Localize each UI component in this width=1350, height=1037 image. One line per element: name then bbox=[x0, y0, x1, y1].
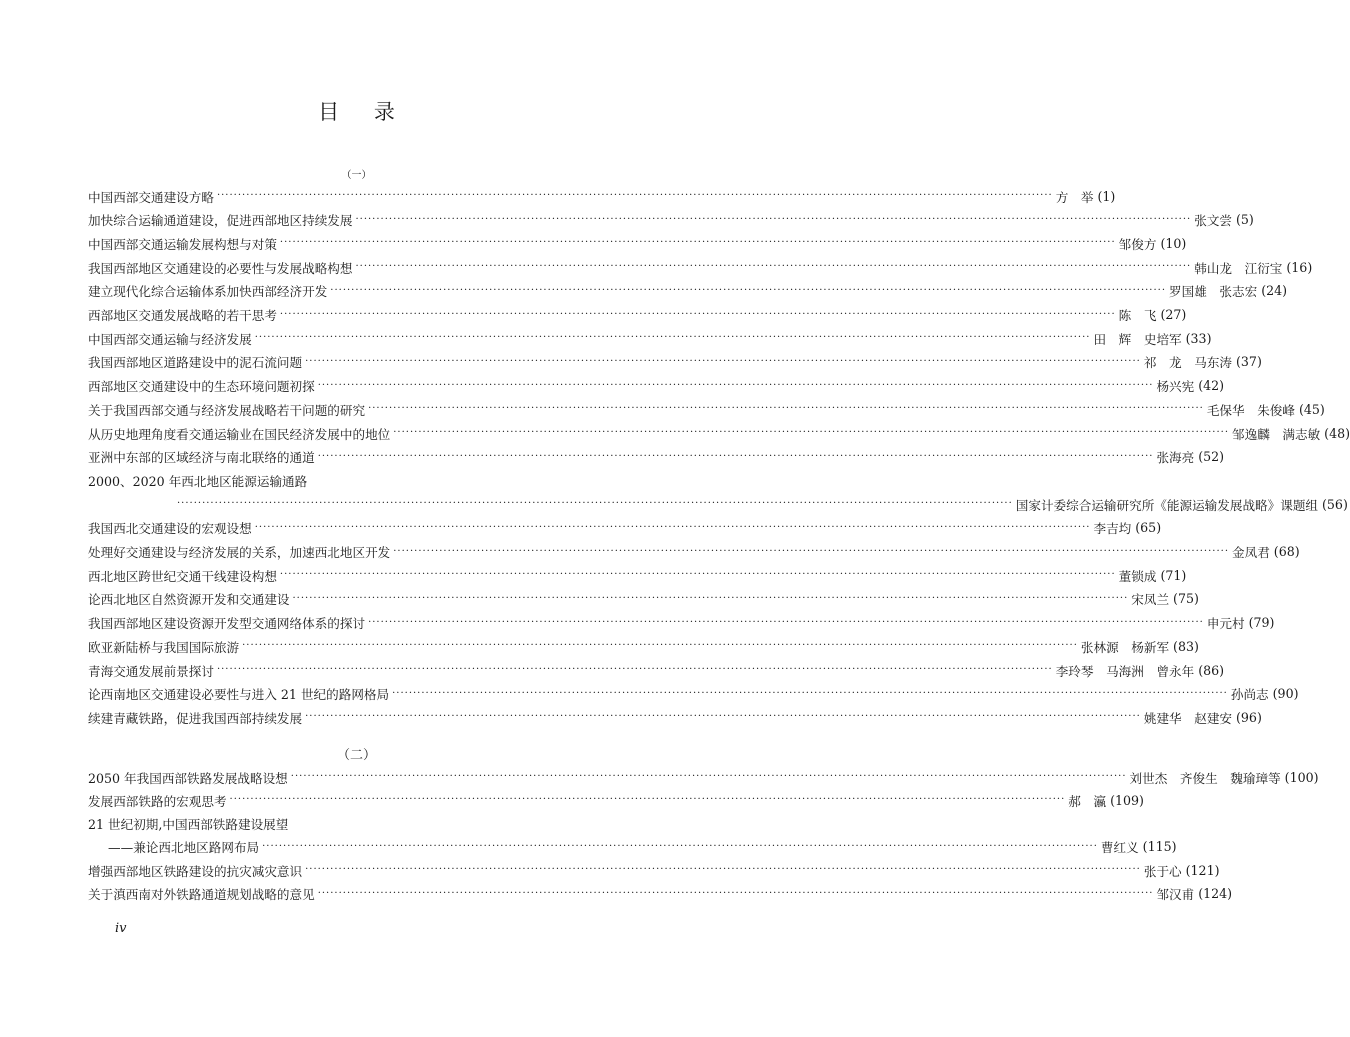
toc-entry-title: 从历史地理角度看交通运输业在国民经济发展中的地位 bbox=[88, 426, 391, 442]
toc-entry-title: 建立现代化综合运输体系加快西部经济开发 bbox=[88, 284, 328, 300]
toc-entry-authors: 毛保华 朱俊峰 bbox=[1206, 402, 1295, 418]
toc-entry-authors: 邹俊方 bbox=[1118, 236, 1157, 252]
toc-entry-title: 加快综合运输通道建设，促进西部地区持续发展 bbox=[88, 213, 353, 229]
toc-entry-page: (100) bbox=[1284, 769, 1319, 785]
toc-entry bbox=[88, 494, 1348, 514]
toc-entry bbox=[88, 707, 1262, 727]
toc-entry bbox=[88, 613, 1275, 633]
toc-entry-title: 西北地区跨世纪交通干线建设构想 bbox=[88, 568, 277, 584]
toc-entry bbox=[88, 565, 1187, 585]
toc-entry-page: (75) bbox=[1173, 591, 1199, 607]
toc-entry-authors: 韩山龙 江衍宝 bbox=[1194, 260, 1283, 276]
dot-leader: ········································································································································································································ bbox=[216, 190, 1053, 201]
toc-entry-authors: 张海亮 bbox=[1156, 450, 1195, 466]
toc-entry-title: 2050 年我国西部铁路发展战略设想 bbox=[88, 770, 288, 786]
toc-entry-authors: 金凤君 bbox=[1232, 545, 1270, 560]
dot-leader: ········································································································································································································ bbox=[317, 450, 1154, 462]
page-title: 目 录 bbox=[318, 100, 409, 124]
toc-entry-title: 西部地区交通发展战略的若干思考 bbox=[88, 308, 277, 323]
toc-entry-authors: 邹汉甫 bbox=[1156, 887, 1195, 902]
toc-entry bbox=[88, 210, 1254, 230]
dot-leader: ········································································································································································································ bbox=[355, 213, 1192, 225]
toc-entry-authors: 刘世杰 齐俊生 魏瑜璋等 bbox=[1129, 770, 1281, 786]
toc-entry-page: (24) bbox=[1261, 283, 1288, 299]
toc-entry-title: 中国西部交通运输发展构想与对策 bbox=[88, 236, 277, 252]
toc-entry bbox=[88, 376, 1225, 396]
toc-entry-authors: 姚建华 赵建安 bbox=[1143, 710, 1232, 726]
dot-leader: ········································································································································································································ bbox=[392, 687, 1228, 699]
toc-entry-page: (68) bbox=[1273, 544, 1300, 559]
toc-entry-page: (37) bbox=[1236, 354, 1262, 370]
toc-entry-authors: 宋凤兰 bbox=[1131, 592, 1170, 608]
dot-leader: ········································································································································································································ bbox=[242, 640, 1078, 652]
page-number: iv bbox=[115, 921, 127, 936]
toc-entry-page: (109) bbox=[1110, 792, 1144, 808]
toc-entry-page: (86) bbox=[1198, 662, 1225, 678]
toc-entry-authors: 方 举 bbox=[1055, 189, 1094, 205]
toc-entry bbox=[88, 589, 1199, 609]
dot-leader: ········································································································································································································ bbox=[292, 592, 1129, 604]
dot-leader: ········································································································································································································ bbox=[177, 498, 1013, 510]
toc-entry-title: 我国西部地区建设资源开发型交通网络体系的探讨 bbox=[88, 616, 366, 632]
toc-entry-page: (1) bbox=[1097, 188, 1116, 204]
toc-entry-title: 亚洲中东部的区域经济与南北联络的通道 bbox=[88, 450, 315, 466]
dot-leader: ········································································································································································································ bbox=[368, 403, 1204, 415]
toc-entry-authors: 张林源 杨新军 bbox=[1080, 639, 1170, 655]
dot-leader: ········································································································································································································ bbox=[305, 711, 1141, 723]
toc-entry bbox=[88, 470, 630, 490]
dot-leader: ········································································································································································································ bbox=[279, 308, 1116, 320]
toc-entry-authors: 李玲琴 马海洲 曾永年 bbox=[1055, 663, 1195, 679]
toc-entry-title: 论西北地区自然资源开发和交通建设 bbox=[88, 592, 290, 608]
toc-entry-page: (16) bbox=[1286, 259, 1313, 275]
toc-entry-authors: 张文尝 bbox=[1194, 213, 1232, 229]
toc-entry-page: (121) bbox=[1185, 862, 1220, 878]
dot-leader: ········································································································································································································ bbox=[317, 379, 1154, 391]
toc-entry-page: (83) bbox=[1173, 638, 1199, 654]
toc-entry bbox=[88, 352, 1262, 372]
toc-entry-title: 西部地区交通建设中的生态环境问题初探 bbox=[88, 379, 315, 395]
toc-entry bbox=[88, 884, 1233, 904]
toc-entry-page: (90) bbox=[1272, 686, 1299, 702]
toc-entry-title: 关于我国西部交通与经济发展战略若干问题的研究 bbox=[88, 402, 366, 418]
dot-leader: ········································································································································································································ bbox=[355, 261, 1192, 273]
toc-entry-title: 我国西北交通建设的宏观设想 bbox=[88, 521, 252, 537]
toc-entry-title: 发展西部铁路的宏观思考 bbox=[88, 793, 227, 809]
toc-entry bbox=[88, 281, 1288, 301]
toc-entry-page: (96) bbox=[1236, 709, 1262, 725]
dot-leader: ········································································································································································································ bbox=[368, 616, 1204, 628]
toc-entry-page: (71) bbox=[1160, 567, 1187, 583]
dot-leader: ········································································································································································································ bbox=[279, 237, 1116, 249]
toc-entry-page: (27) bbox=[1160, 307, 1187, 322]
toc-entry-page: (5) bbox=[1236, 212, 1254, 228]
section-two-heading: （二） bbox=[336, 748, 376, 763]
dot-leader: ········································································································································································································ bbox=[317, 887, 1154, 899]
toc-entry bbox=[88, 518, 1162, 538]
toc-entry-page: (115) bbox=[1142, 839, 1177, 855]
toc-entry-authors: 田 辉 史培军 bbox=[1093, 331, 1182, 347]
toc-entry-authors: 陈 飞 bbox=[1118, 308, 1157, 323]
toc-entry-page: (79) bbox=[1248, 615, 1275, 631]
dot-leader: ········································································································································································································ bbox=[330, 284, 1167, 296]
toc-entry-authors: 罗国雄 张志宏 bbox=[1169, 284, 1258, 300]
toc-entry-title: 我国西部地区道路建设中的泥石流问题 bbox=[88, 355, 303, 371]
toc-entry bbox=[88, 837, 1177, 857]
toc-entry bbox=[88, 305, 1187, 325]
toc-entry-authors: 邹逸麟 满志敏 bbox=[1232, 426, 1321, 442]
toc-entry bbox=[88, 767, 1319, 787]
toc-entry-title: 我国西部地区交通建设的必要性与发展战略构想 bbox=[88, 260, 353, 276]
toc-entry-page: (124) bbox=[1198, 886, 1233, 901]
toc-entry-authors: 郝 瀛 bbox=[1068, 793, 1107, 809]
toc-entry-authors: 孙尚志 bbox=[1230, 687, 1269, 703]
toc-entry bbox=[88, 328, 1212, 348]
toc-entry-title: 2000、2020 年西北地区能源运输通路 bbox=[88, 473, 308, 489]
toc-entry-authors: 申元村 bbox=[1206, 616, 1245, 632]
dot-leader: ········································································································································································································ bbox=[393, 545, 1229, 557]
dot-leader: ········································································································································································································ bbox=[216, 664, 1053, 675]
toc-entry-title: 中国西部交通运输与经济发展 bbox=[88, 331, 252, 347]
toc-entry-title: 增强西部地区铁路建设的抗灾减灾意识 bbox=[88, 863, 303, 879]
toc-entry bbox=[88, 790, 1144, 810]
toc-entry-title: 关于滇西南对外铁路通道规划战略的意见 bbox=[88, 887, 315, 902]
toc-entry-title: 21 世纪初期,中国西部铁路建设展望 bbox=[88, 817, 289, 833]
toc-entry-authors: 张于心 bbox=[1143, 863, 1182, 879]
dot-leader: ········································································································································································································ bbox=[254, 521, 1091, 533]
toc-entry bbox=[88, 399, 1325, 419]
toc-entry-page: (10) bbox=[1160, 235, 1187, 251]
toc-entry-authors: 国家计委综合运输研究所《能源运输发展战略》课题组 bbox=[1015, 497, 1318, 513]
toc-entry-page: (65) bbox=[1135, 520, 1162, 536]
toc-entry-title: ——兼论西北地区路网布局 bbox=[108, 840, 260, 856]
section-one-heading: （一） bbox=[341, 170, 372, 181]
dot-leader: ········································································································································································································ bbox=[229, 794, 1066, 806]
dot-leader: ········································································································································································································ bbox=[305, 864, 1141, 876]
dot-leader: ········································································································································································································ bbox=[262, 840, 1098, 852]
toc-entry-title: 处理好交通建设与经济发展的关系，加速西北地区开发 bbox=[88, 545, 391, 560]
toc-entry-title: 欧亚新陆桥与我国国际旅游 bbox=[88, 639, 240, 655]
toc-entry bbox=[88, 636, 1199, 656]
toc-entry-authors: 李吉均 bbox=[1093, 521, 1132, 537]
toc-entry-authors: 祁 龙 马东涛 bbox=[1143, 355, 1232, 371]
toc-entry-title: 论西南地区交通建设必要性与进入 21 世纪的路网格局 bbox=[88, 687, 390, 703]
toc-entry bbox=[88, 423, 1350, 443]
toc-entry-title: 续建青藏铁路，促进我国西部持续发展 bbox=[88, 710, 303, 726]
toc-entry bbox=[88, 542, 1300, 562]
toc-entry bbox=[88, 814, 630, 834]
toc-entry-title: 中国西部交通建设方略 bbox=[88, 189, 214, 205]
toc-entry-authors: 杨兴宪 bbox=[1156, 379, 1195, 395]
toc-entry bbox=[88, 684, 1299, 704]
toc-entry-authors: 董锁成 bbox=[1118, 568, 1157, 584]
toc-entry bbox=[88, 447, 1225, 467]
toc-entry bbox=[88, 860, 1220, 880]
toc-entry bbox=[88, 257, 1313, 277]
dot-leader: ········································································································································································································ bbox=[290, 771, 1127, 782]
dot-leader: ········································································································································································································ bbox=[393, 427, 1229, 438]
dot-leader: ········································································································································································································ bbox=[279, 569, 1116, 581]
dot-leader: ········································································································································································································ bbox=[254, 332, 1091, 344]
toc-entry-title: 青海交通发展前景探讨 bbox=[88, 663, 214, 679]
toc-entry bbox=[88, 660, 1225, 680]
toc-entry bbox=[88, 233, 1187, 253]
toc-entry-page: (56) bbox=[1322, 496, 1348, 512]
toc-entry-page: (52) bbox=[1198, 449, 1225, 465]
dot-leader: ········································································································································································································ bbox=[305, 355, 1141, 367]
toc-entry-page: (48) bbox=[1324, 425, 1350, 441]
toc-entry bbox=[88, 186, 1116, 206]
toc-entry-authors: 曹红义 bbox=[1100, 840, 1139, 856]
toc-entry-page: (45) bbox=[1298, 401, 1325, 417]
toc-entry-page: (42) bbox=[1198, 378, 1225, 394]
toc-entry-page: (33) bbox=[1185, 330, 1212, 346]
